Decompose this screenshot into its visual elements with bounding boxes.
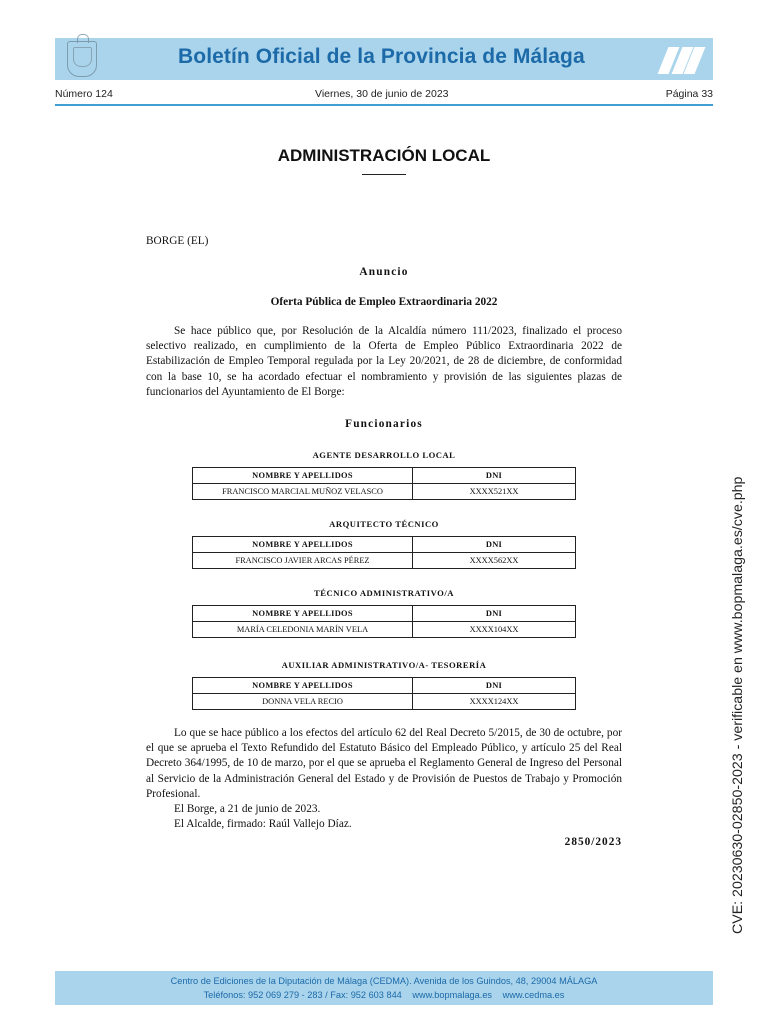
coat-of-arms-icon — [67, 41, 97, 77]
column-header: NOMBRE Y APELLIDOS — [193, 678, 413, 694]
publication-title: Boletín Oficial de la Provincia de Málaga — [178, 45, 585, 68]
footer-address: Centro de Ediciones de la Diputación de Málaga (CEDMA). Avenida de los Guindos, 48, 29004 MÁLAGA — [170, 976, 598, 986]
verification-code: CVE: 20230630-02850-2023 - verificable en www.bopmalaga.es/cve.php — [730, 476, 746, 934]
table-caption: AUXILIAR ADMINISTRATIVO/A- TESORERÍA — [281, 660, 487, 670]
issue-info — [55, 88, 713, 103]
bop-logo-icon — [657, 44, 703, 74]
issue-date: Viernes, 30 de junio de 2023 — [315, 88, 449, 100]
appointee-dni: XXXX562XX — [413, 553, 576, 569]
municipality: BORGE (EL) — [146, 235, 209, 247]
document-type: Anuncio — [359, 266, 409, 278]
appointee-name: DONNA VELA RECIO — [193, 694, 413, 710]
footer-link-bop[interactable]: www.bopmalaga.es — [412, 989, 493, 1000]
section-divider — [362, 174, 406, 175]
column-header: DNI — [413, 606, 576, 622]
column-header: DNI — [413, 678, 576, 694]
column-header: NOMBRE Y APELLIDOS — [193, 606, 413, 622]
footer-contact — [55, 989, 713, 1003]
intro-paragraph: Se hace público que, por Resolución de la Alcaldía número 111/2023, finalizado el proceso selectivo realizado, en cumplimiento de la Oferta de Empleo Público Extraordinaria 2022 de Estabilización de Empleo Temporal regulada por la Ley 20/2021, de 28 de diciembre, de conformidad con la base 10, se ha acordado efectuar el nombramiento y provisión de las siguientes plazas de funcionarios del Ayuntamiento de El Borge: — [146, 325, 622, 398]
appointment-table — [192, 467, 576, 500]
place-date: El Borge, a 21 de junio de 2023. — [174, 803, 321, 815]
table-caption: ARQUITECTO TÉCNICO — [329, 519, 439, 529]
announcement-reference: 2850/2023 — [564, 836, 622, 848]
signature: El Alcalde, firmado: Raúl Vallejo Díaz. — [174, 818, 352, 830]
appointee-name: FRANCISCO JAVIER ARCAS PÉREZ — [193, 553, 413, 569]
appointee-dni: XXXX521XX — [413, 484, 576, 500]
appointee-name: FRANCISCO MARCIAL MUÑOZ VELASCO — [193, 484, 413, 500]
footer-link-cedma[interactable]: www.cedma.es — [502, 989, 565, 1000]
appointee-name: MARÍA CELEDONIA MARÍN VELA — [193, 622, 413, 638]
header-rule — [55, 104, 713, 106]
appointee-dni: XXXX104XX — [413, 622, 576, 638]
document-subject: Oferta Pública de Empleo Extraordinaria 2022 — [270, 296, 498, 308]
page-number: Página 33 — [665, 88, 713, 100]
footer-phones: Teléfonos: 952 069 279 - 283 / Fax: 952 603 844 — [203, 989, 402, 1000]
appointment-table — [192, 677, 576, 710]
closing-paragraph: Lo que se hace público a los efectos del artículo 62 del Real Decreto 5/2015, de 30 de octubre, por el que se aprueba el Texto Refundido del Estatuto Básico del Empleado Público, y artículo 25 del Real Decreto 364/1995, de 10 de marzo, por el que se aprueba el Reglamento General de Ingreso del Personal al Servicio de la Administración General del Estado y de Provisión de Puestos de Trabajo y Promoción Profesional. — [146, 727, 622, 800]
table-caption: TÉCNICO ADMINISTRATIVO/A — [314, 588, 454, 598]
column-header: DNI — [413, 537, 576, 553]
appointment-table — [192, 536, 576, 569]
footer — [55, 971, 713, 1005]
group-heading: Funcionarios — [345, 418, 423, 430]
column-header: NOMBRE Y APELLIDOS — [193, 468, 413, 484]
issue-number: Número 124 — [55, 88, 113, 100]
masthead — [55, 38, 713, 80]
column-header: NOMBRE Y APELLIDOS — [193, 537, 413, 553]
appointment-table — [192, 605, 576, 638]
section-title: ADMINISTRACIÓN LOCAL — [277, 146, 491, 165]
appointee-dni: XXXX124XX — [413, 694, 576, 710]
table-caption: AGENTE DESARROLLO LOCAL — [312, 450, 456, 460]
column-header: DNI — [413, 468, 576, 484]
